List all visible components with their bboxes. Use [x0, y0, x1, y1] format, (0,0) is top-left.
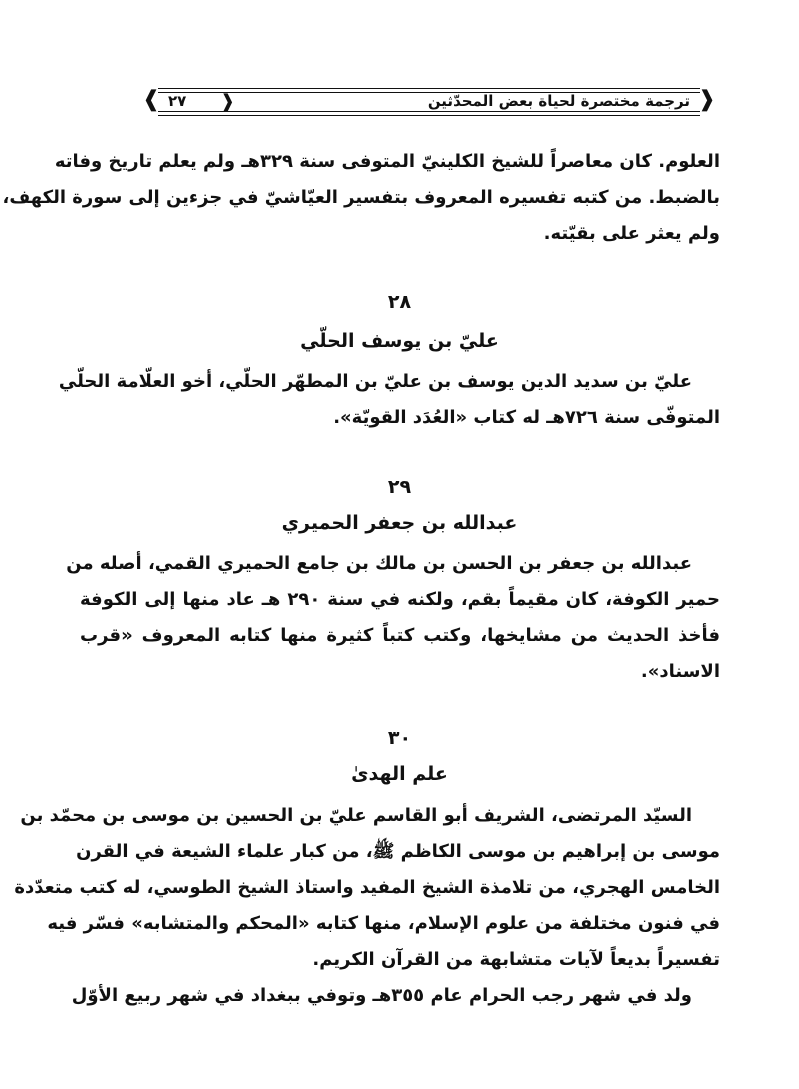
paragraph-line: الاسناد». — [640, 661, 720, 682]
paragraph-line: بالضبط. من كتبه تفسيره المعروف بتفسير العيّاشيّ في جزءين إلى سورة الكهف، — [2, 187, 720, 208]
ornament-icon: ❰ — [220, 91, 236, 112]
entry-number: ٣٠ — [387, 727, 412, 749]
paragraph-line: عبدالله بن جعفر بن الحسن بن مالك بن جامع الحميري القمي، أصله من — [66, 553, 692, 574]
entry-paragraph — [14, 798, 720, 1014]
paragraph-line: السيّد المرتضى، الشريف أبو القاسم عليّ بن الحسين بن موسى بن محمّد بن — [20, 805, 692, 826]
paragraph-line: في فنون مختلفة من علوم الإسلام، منها كتابه «المحكم والمتشابه» فسّر فيه — [47, 913, 720, 934]
ornament-icon: ❰ — [697, 87, 716, 112]
paragraph-line: فأخذ الحديث من مشايخها، وكتب كتباً كثيرة منها كتابه المعروف «قرب — [80, 625, 720, 646]
paragraph-line: حمير الكوفة، كان مقيماً بقم، ولكنه في سنة ٢٩٠ هـ عاد منها إلى الكوفة — [80, 589, 720, 610]
entry-paragraph — [66, 546, 720, 690]
header-rule — [158, 115, 700, 116]
paragraph-line: العلوم. كان معاصراً للشيخ الكلينيّ المتوفى سنة ٣٢٩هـ ولم يعلم تاريخ وفاته — [54, 151, 720, 172]
paragraph-line: الخامس الهجري، من تلامذة الشيخ المفيد واستاذ الشيخ الطوسي، له كتب متعدّدة — [14, 877, 720, 898]
paragraph-line: المتوفّى سنة ٧٢٦هـ له كتاب «العُدَد القويّة». — [333, 407, 720, 428]
running-title: ترجمة مختصرة لحياة بعض المحدّثين — [427, 92, 690, 110]
ornament-icon: ❱ — [142, 87, 161, 112]
entry-title: علم الهدىٰ — [351, 763, 448, 785]
entry-paragraph — [58, 364, 720, 436]
header-rule — [158, 88, 700, 89]
paragraph-line: موسى بن إبراهيم بن موسى الكاظم ﷺ، من كبار علماء الشيعة في القرن — [76, 841, 720, 862]
paragraph-line: تفسيراً بديعاً لآيات متشابهة من القرآن الكريم. — [312, 949, 720, 970]
entry-number: ٢٨ — [387, 291, 412, 313]
running-header — [138, 84, 720, 118]
intro-paragraph — [2, 144, 720, 252]
header-rule — [158, 111, 700, 112]
page-number: ٢٧ — [168, 92, 187, 110]
entry-title: عليّ بن يوسف الحلّي — [300, 330, 499, 352]
entry-number: ٢٩ — [387, 476, 412, 498]
paragraph-line: ولم يعثر على بقيّته. — [543, 223, 720, 244]
paragraph-line: ولد في شهر رجب الحرام عام ٣٥٥هـ وتوفي ببغداد في شهر ربيع الأوّل — [71, 985, 692, 1006]
entry-title: عبدالله بن جعفر الحميري — [281, 512, 518, 534]
paragraph-line: عليّ بن سديد الدين يوسف بن عليّ بن المطهّر الحلّي، أخو العلّامة الحلّي — [58, 371, 692, 392]
